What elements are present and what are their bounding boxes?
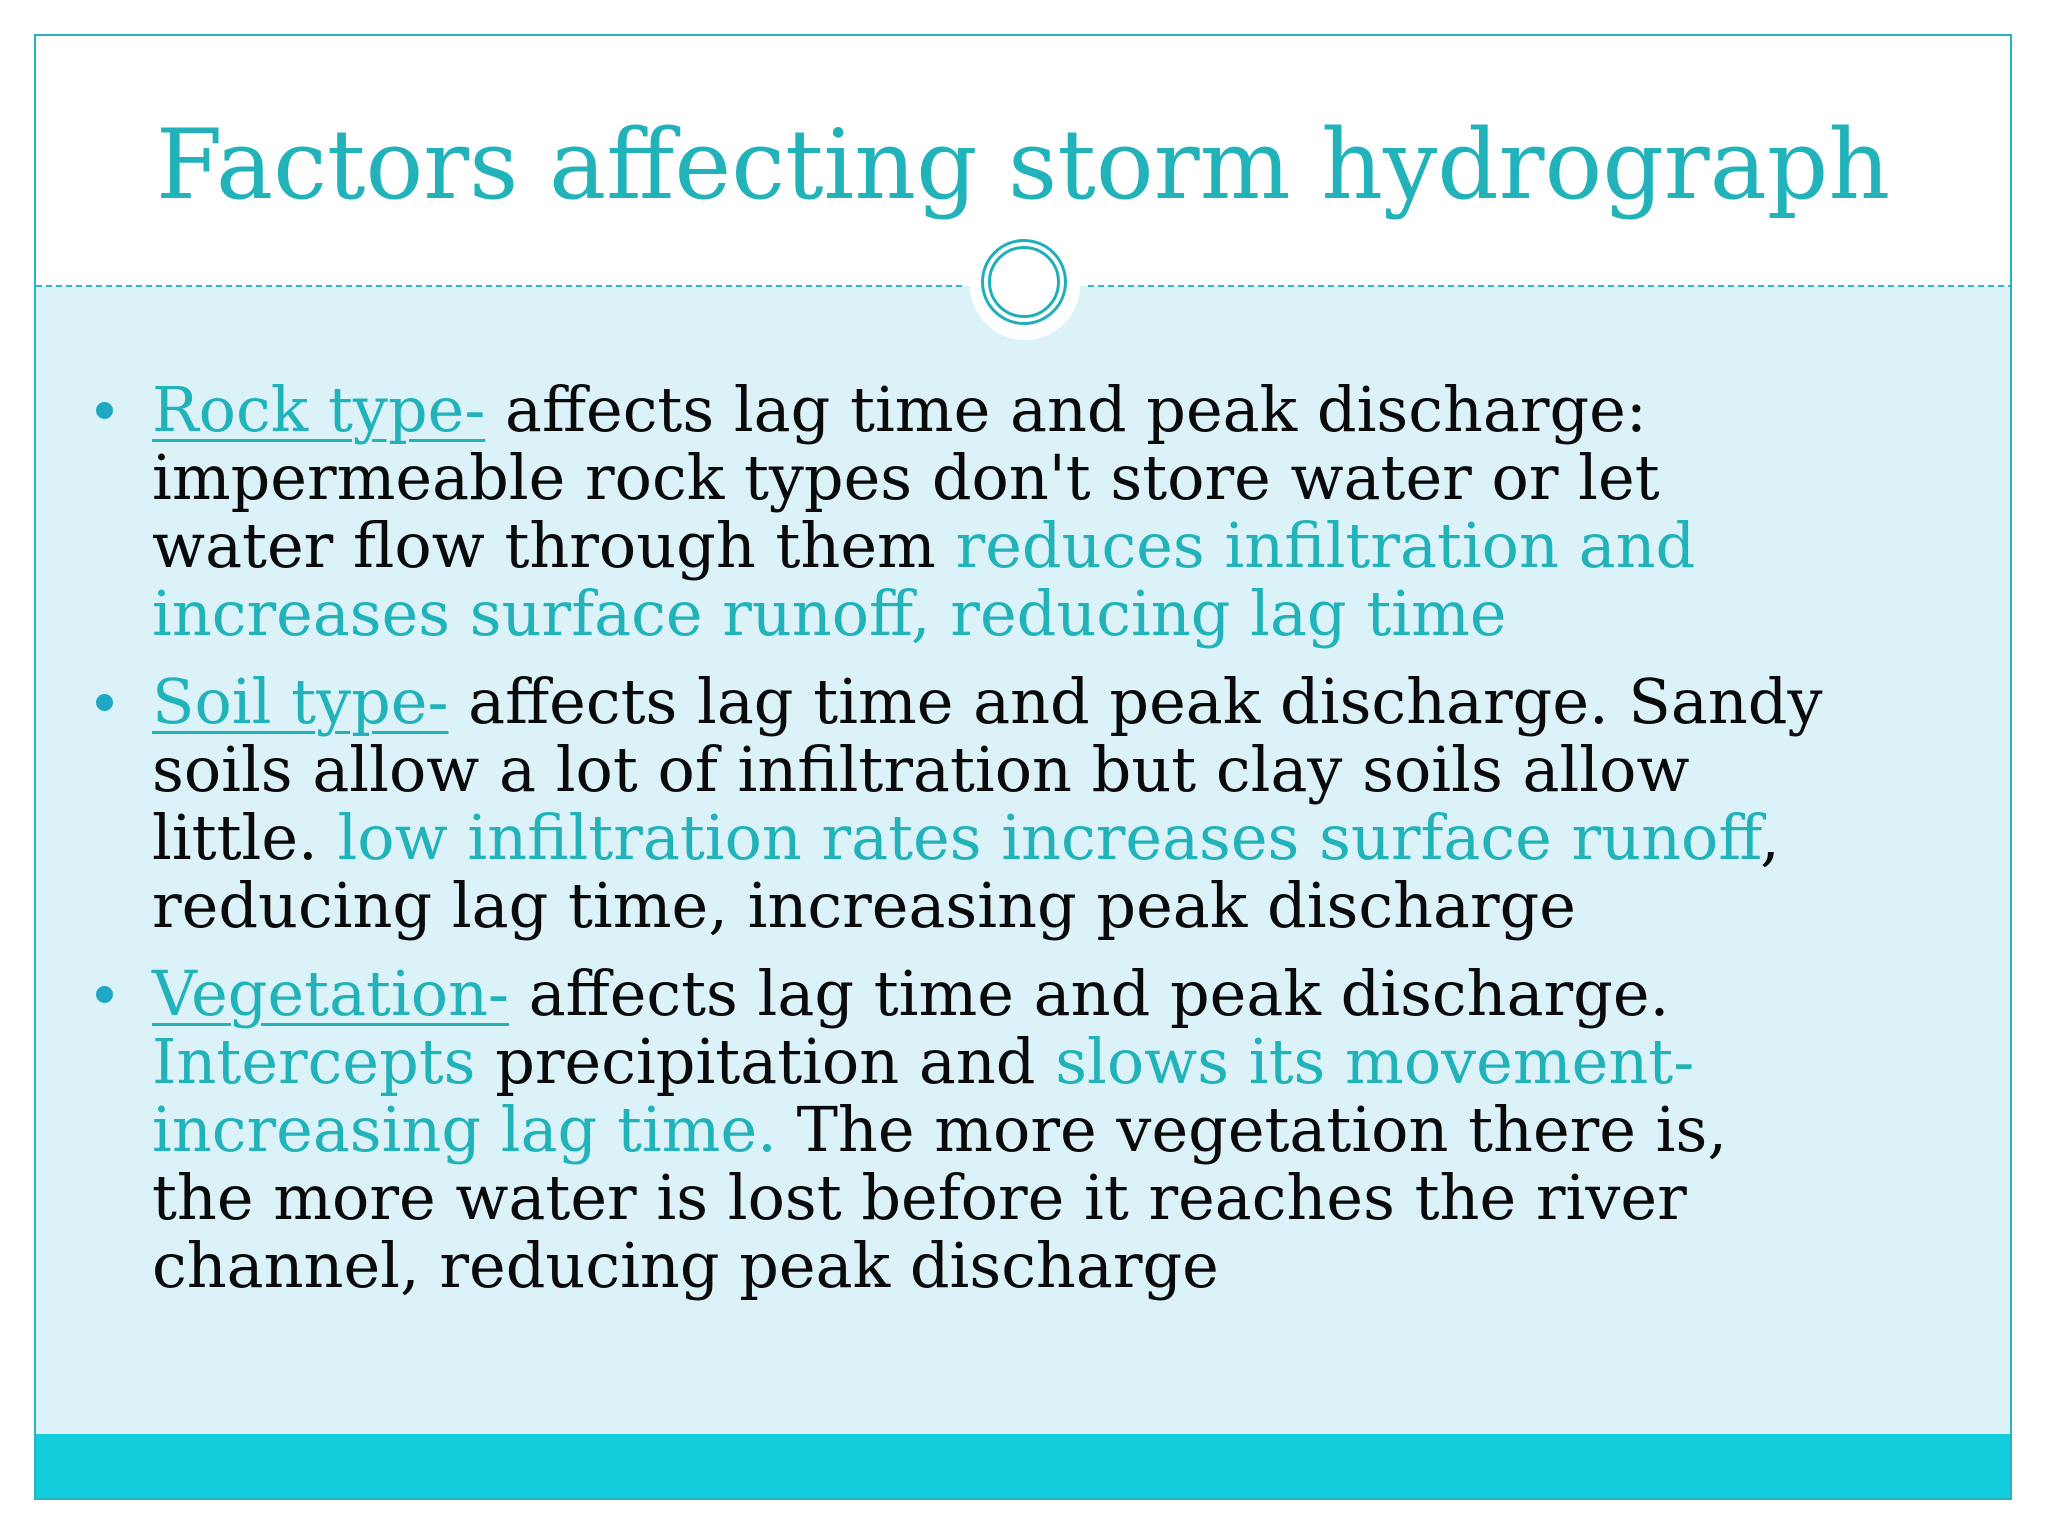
slide xyxy=(34,34,2012,1500)
bullet-highlight: reduces infiltration and increases surface runoff, reducing lag time xyxy=(152,509,1696,650)
bullet-text: affects lag time and peak discharge. Sandy soils allow a lot of infiltration but clay soils allow little. xyxy=(152,665,1823,874)
bullet-vegetation xyxy=(36,957,2010,1302)
slide-title: Factors affecting storm hydrograph xyxy=(155,109,1891,221)
bullet-dot-icon xyxy=(96,986,113,1003)
bullet-text: precipitation and xyxy=(475,1025,1056,1098)
bullet-dot-icon xyxy=(96,694,113,711)
circle-ornament-icon xyxy=(981,239,1067,325)
term-vegetation: Vegetation- xyxy=(152,957,509,1030)
bullet-text: affects lag time and peak discharge. xyxy=(508,957,1670,1030)
divider-left xyxy=(36,285,962,287)
divider-right xyxy=(1088,285,2012,287)
bullet-highlight: Intercepts xyxy=(152,1025,476,1098)
bullet-text: The more vegetation there is, the more water is lost before it reaches the river channel, reducing peak discharge xyxy=(152,1093,1728,1302)
bullet-highlight: slows its movement- increasing lag time. xyxy=(152,1025,1695,1166)
bullet-text: , reducing lag time, increasing peak discharge xyxy=(152,801,1780,942)
bullet-list xyxy=(36,373,2010,1320)
bullet-soil-type xyxy=(36,665,2010,942)
term-soil-type: Soil type- xyxy=(152,665,449,738)
bullet-highlight: low infiltration rates increases surface runoff xyxy=(337,801,1761,874)
bullet-text: affects lag time and peak discharge: impermeable rock types don't store water or let water flow through them xyxy=(152,373,1660,582)
term-rock-type: Rock type- xyxy=(152,373,486,446)
bullet-rock-type xyxy=(36,373,2010,650)
footer-bar xyxy=(36,1434,2010,1500)
bullet-dot-icon xyxy=(96,402,113,419)
